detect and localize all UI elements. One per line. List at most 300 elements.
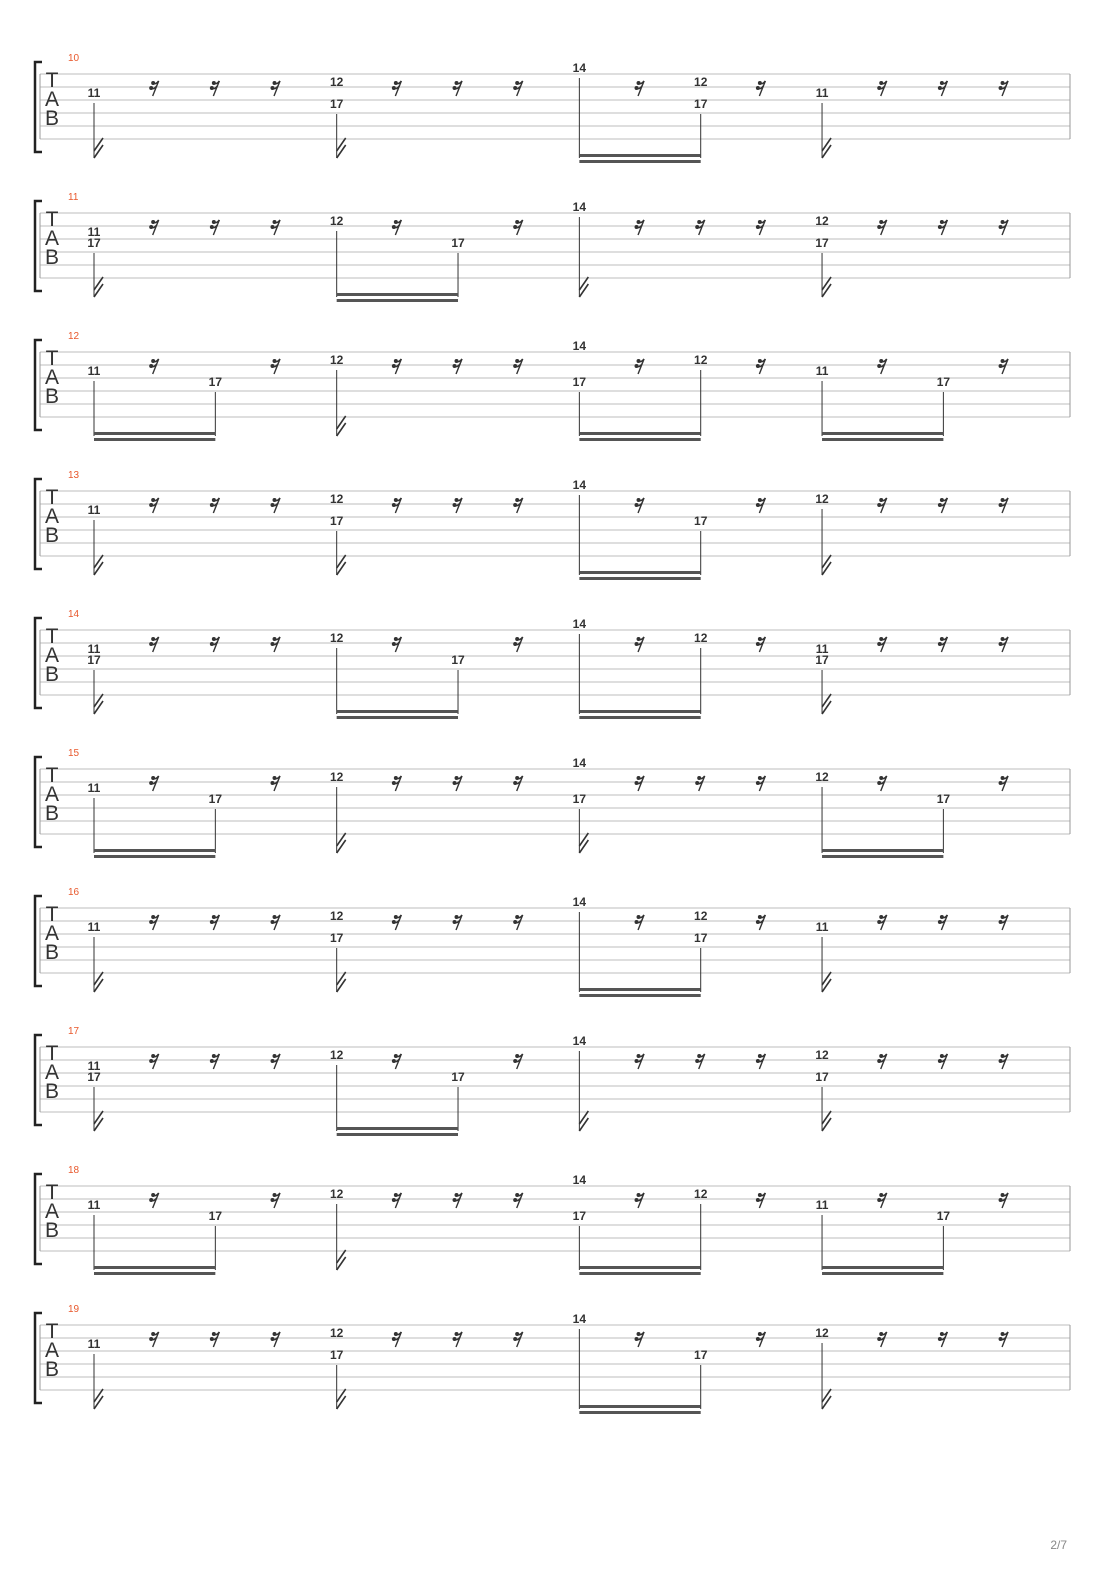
fret-number: 17 xyxy=(572,375,587,389)
beam-line xyxy=(579,1266,700,1269)
rest-dot xyxy=(695,781,699,785)
fret-number: 12 xyxy=(330,353,344,367)
sixteenth-rest-2 xyxy=(210,1054,220,1069)
rest-dot xyxy=(756,364,760,368)
sixteenth-rest-1 xyxy=(149,776,159,791)
rest-dot xyxy=(273,1332,277,1336)
tab-note xyxy=(330,75,346,158)
tab-note xyxy=(87,642,103,714)
rest-dot xyxy=(151,81,155,85)
tab-note xyxy=(330,770,346,853)
sixteenth-rest-7 xyxy=(513,498,523,513)
rest-dot xyxy=(273,637,277,641)
note-flag xyxy=(94,555,103,568)
note-flag xyxy=(822,1389,831,1402)
note-flag xyxy=(822,701,831,714)
rest-dot xyxy=(392,781,396,785)
fret-number: 17 xyxy=(330,97,344,111)
rest-dot xyxy=(938,920,942,924)
note-flag xyxy=(822,1111,831,1124)
fret-number: 17 xyxy=(694,514,708,528)
sixteenth-rest-9 xyxy=(635,915,645,930)
rest-dot xyxy=(756,920,760,924)
rest-dot xyxy=(271,86,275,90)
rest-dot xyxy=(938,1059,942,1063)
rest-dot xyxy=(273,1054,277,1058)
fret-number: 17 xyxy=(572,792,587,806)
tab-clef-letter: T xyxy=(45,764,59,787)
fret-number: 11 xyxy=(87,225,101,239)
measure-number: 11 xyxy=(68,192,79,203)
rest-dot xyxy=(271,920,275,924)
rest-dot xyxy=(394,1193,398,1197)
sixteenth-rest-6 xyxy=(453,1332,463,1347)
rest-dot xyxy=(999,86,1003,90)
sixteenth-rest-1 xyxy=(149,915,159,930)
rest-dot xyxy=(758,498,762,502)
rest-dot xyxy=(455,1193,459,1197)
tab-note xyxy=(330,492,346,575)
tab-note xyxy=(573,617,587,714)
tab-clef-letter: A xyxy=(44,1200,60,1223)
rest-dot xyxy=(149,225,153,229)
note-flag xyxy=(579,833,588,846)
rest-dot xyxy=(940,498,944,502)
fret-number: 17 xyxy=(87,236,101,250)
rest-dot xyxy=(999,1337,1003,1341)
note-flag xyxy=(94,562,103,575)
rest-dot xyxy=(513,1337,517,1341)
fret-number: 12 xyxy=(815,492,829,506)
rest-dot xyxy=(513,920,517,924)
fret-number: 14 xyxy=(572,895,587,909)
sixteenth-rest-15 xyxy=(999,637,1009,652)
rest-dot xyxy=(695,1059,699,1063)
rest-dot xyxy=(394,81,398,85)
beam-line xyxy=(579,438,700,441)
rest-dot xyxy=(513,503,517,507)
rest-dot xyxy=(149,364,153,368)
measure-number: 19 xyxy=(68,1304,80,1315)
rest-dot xyxy=(149,1059,153,1063)
rest-dot xyxy=(455,915,459,919)
rest-dot xyxy=(392,503,396,507)
rest-dot xyxy=(513,1198,517,1202)
fret-number: 11 xyxy=(815,642,829,656)
rest-dot xyxy=(1001,637,1005,641)
tab-note xyxy=(694,1187,708,1270)
beam-line xyxy=(822,1272,943,1275)
tab-note xyxy=(937,792,951,853)
rest-dot xyxy=(455,359,459,363)
sixteenth-rest-7 xyxy=(513,915,523,930)
note-flag xyxy=(337,145,346,158)
sixteenth-rest-15 xyxy=(999,81,1009,96)
tab-clef-letter: A xyxy=(44,505,60,528)
tab-note xyxy=(573,200,589,297)
fret-number: 12 xyxy=(330,1326,344,1340)
rest-dot xyxy=(877,225,881,229)
rest-dot xyxy=(637,498,641,502)
note-flag xyxy=(822,972,831,985)
tab-note xyxy=(88,1337,103,1409)
rest-dot xyxy=(515,915,519,919)
rest-dot xyxy=(940,1332,944,1336)
beam-line xyxy=(579,710,700,713)
beam-line xyxy=(337,716,458,719)
fret-number: 12 xyxy=(815,1326,829,1340)
rest-dot xyxy=(877,920,881,924)
fret-number: 17 xyxy=(936,792,951,806)
rest-dot xyxy=(940,915,944,919)
note-flag xyxy=(822,1118,831,1131)
tab-clef-letter: A xyxy=(44,227,60,250)
rest-dot xyxy=(999,364,1003,368)
rest-dot xyxy=(999,225,1003,229)
rest-dot xyxy=(210,1337,214,1341)
sixteenth-rest-7 xyxy=(513,220,523,235)
tab-clef-letter: T xyxy=(45,1320,59,1343)
rest-dot xyxy=(637,81,641,85)
rest-dot xyxy=(635,364,639,368)
rest-dot xyxy=(635,225,639,229)
sixteenth-rest-3 xyxy=(271,1054,281,1069)
note-flag xyxy=(94,1389,103,1402)
beam-line xyxy=(94,849,215,852)
rest-dot xyxy=(392,1198,396,1202)
rest-dot xyxy=(637,637,641,641)
rest-dot xyxy=(879,1332,883,1336)
tab-clef-letter: T xyxy=(45,69,59,92)
rest-dot xyxy=(453,1337,457,1341)
sixteenth-rest-10 xyxy=(695,776,705,791)
rest-dot xyxy=(212,498,216,502)
rest-dot xyxy=(513,1059,517,1063)
rest-dot xyxy=(151,359,155,363)
fret-number: 12 xyxy=(330,909,344,923)
rest-dot xyxy=(212,915,216,919)
beam-line xyxy=(337,710,458,713)
rest-dot xyxy=(151,220,155,224)
fret-number: 11 xyxy=(815,1198,829,1212)
rest-dot xyxy=(637,776,641,780)
tab-note xyxy=(330,353,346,436)
rest-dot xyxy=(273,220,277,224)
rest-dot xyxy=(1001,776,1005,780)
rest-dot xyxy=(455,1332,459,1336)
rest-dot xyxy=(455,776,459,780)
rest-dot xyxy=(756,781,760,785)
rest-dot xyxy=(149,920,153,924)
tab-note xyxy=(694,353,708,436)
note-flag xyxy=(337,138,346,151)
note-flag xyxy=(94,145,103,158)
rest-dot xyxy=(394,637,398,641)
rest-dot xyxy=(273,776,277,780)
tab-note xyxy=(573,339,587,436)
tab-note xyxy=(88,781,101,853)
rest-dot xyxy=(877,503,881,507)
sixteenth-rest-11 xyxy=(756,1193,766,1208)
note-flag xyxy=(337,1257,346,1270)
note-flag xyxy=(337,555,346,568)
fret-number: 12 xyxy=(330,631,344,645)
beam-line xyxy=(337,1133,458,1136)
sixteenth-rest-11 xyxy=(756,1332,766,1347)
sixteenth-rest-10 xyxy=(695,220,705,235)
rest-dot xyxy=(212,1054,216,1058)
sixteenth-rest-1 xyxy=(149,637,159,652)
rest-dot xyxy=(637,220,641,224)
sixteenth-rest-15 xyxy=(999,1193,1009,1208)
tab-clef-letter: A xyxy=(44,783,60,806)
sixteenth-rest-2 xyxy=(210,81,220,96)
rest-dot xyxy=(1001,1193,1005,1197)
tab-clef-letter: A xyxy=(44,922,60,945)
rest-dot xyxy=(1001,1332,1005,1336)
sixteenth-rest-3 xyxy=(271,220,281,235)
tab-clef-letter: B xyxy=(44,107,60,130)
sixteenth-rest-14 xyxy=(938,220,948,235)
rest-dot xyxy=(149,86,153,90)
sixteenth-rest-10 xyxy=(695,1054,705,1069)
note-flag xyxy=(94,701,103,714)
sixteenth-rest-9 xyxy=(635,776,645,791)
note-flag xyxy=(94,138,103,151)
sixteenth-rest-13 xyxy=(877,637,887,652)
fret-number: 17 xyxy=(208,375,223,389)
note-flag xyxy=(822,284,831,297)
rest-dot xyxy=(513,225,517,229)
tab-note xyxy=(694,75,708,158)
beam-line xyxy=(579,716,700,719)
rest-dot xyxy=(273,915,277,919)
rest-dot xyxy=(394,359,398,363)
rest-dot xyxy=(879,359,883,363)
sixteenth-rest-3 xyxy=(271,1332,281,1347)
rest-dot xyxy=(513,781,517,785)
sixteenth-rest-13 xyxy=(877,1332,887,1347)
sixteenth-rest-6 xyxy=(453,498,463,513)
note-flag xyxy=(94,284,103,297)
fret-number: 17 xyxy=(330,1348,344,1362)
sixteenth-rest-9 xyxy=(635,498,645,513)
fret-number: 17 xyxy=(451,653,465,667)
tab-note xyxy=(816,86,831,158)
rest-dot xyxy=(394,498,398,502)
rest-dot xyxy=(940,220,944,224)
note-flag xyxy=(337,562,346,575)
tab-note xyxy=(330,909,346,992)
tab-note xyxy=(937,1209,951,1270)
rest-dot xyxy=(938,86,942,90)
rest-dot xyxy=(879,220,883,224)
rest-dot xyxy=(1001,915,1005,919)
rest-dot xyxy=(392,642,396,646)
tab-system xyxy=(35,331,1070,441)
note-flag xyxy=(337,1389,346,1402)
tab-note xyxy=(573,756,589,853)
fret-number: 11 xyxy=(87,642,101,656)
sixteenth-rest-5 xyxy=(392,498,402,513)
rest-dot xyxy=(271,642,275,646)
page-number: 2/7 xyxy=(1050,1538,1067,1552)
fret-number: 11 xyxy=(87,503,101,517)
rest-dot xyxy=(695,225,699,229)
sixteenth-rest-2 xyxy=(210,220,220,235)
tab-note xyxy=(816,364,829,436)
fret-number: 17 xyxy=(87,1070,101,1084)
beam-line xyxy=(337,299,458,302)
rest-dot xyxy=(515,81,519,85)
rest-dot xyxy=(999,1198,1003,1202)
sixteenth-rest-14 xyxy=(938,81,948,96)
sixteenth-rest-15 xyxy=(999,915,1009,930)
fret-number: 17 xyxy=(694,1348,708,1362)
rest-dot xyxy=(273,1193,277,1197)
sixteenth-rest-13 xyxy=(877,220,887,235)
beam-line xyxy=(579,994,700,997)
sixteenth-rest-15 xyxy=(999,498,1009,513)
fret-number: 12 xyxy=(815,214,829,228)
note-flag xyxy=(822,694,831,707)
fret-number: 17 xyxy=(936,375,951,389)
rest-dot xyxy=(394,915,398,919)
rest-dot xyxy=(1001,498,1005,502)
rest-dot xyxy=(453,364,457,368)
fret-number: 12 xyxy=(330,770,344,784)
rest-dot xyxy=(149,781,153,785)
rest-dot xyxy=(149,1337,153,1341)
note-flag xyxy=(822,562,831,575)
rest-dot xyxy=(455,81,459,85)
rest-dot xyxy=(453,503,457,507)
fret-number: 14 xyxy=(572,478,587,492)
rest-dot xyxy=(697,776,701,780)
rest-dot xyxy=(212,220,216,224)
sixteenth-rest-14 xyxy=(938,498,948,513)
tab-clef-letter: A xyxy=(44,1339,60,1362)
fret-number: 17 xyxy=(330,931,344,945)
sixteenth-rest-5 xyxy=(392,637,402,652)
note-flag xyxy=(337,416,346,429)
sixteenth-rest-5 xyxy=(392,220,402,235)
tab-note xyxy=(330,1048,344,1131)
rest-dot xyxy=(210,1059,214,1063)
measure-number: 18 xyxy=(68,1165,80,1176)
rest-dot xyxy=(879,1054,883,1058)
note-flag xyxy=(822,145,831,158)
fret-number: 12 xyxy=(330,214,344,228)
tab-note xyxy=(573,1034,589,1131)
fret-number: 11 xyxy=(87,364,101,378)
fret-number: 11 xyxy=(87,1198,101,1212)
sixteenth-rest-2 xyxy=(210,915,220,930)
tab-note xyxy=(815,1326,831,1409)
sixteenth-rest-5 xyxy=(392,359,402,374)
sixteenth-rest-7 xyxy=(513,359,523,374)
tab-note xyxy=(451,653,465,714)
rest-dot xyxy=(756,1059,760,1063)
note-flag xyxy=(337,979,346,992)
rest-dot xyxy=(999,781,1003,785)
tab-note xyxy=(694,514,708,575)
tab-note xyxy=(573,1312,587,1409)
rest-dot xyxy=(1001,359,1005,363)
tab-note xyxy=(451,1070,465,1131)
beam-line xyxy=(337,1127,458,1130)
tab-system xyxy=(35,1165,1070,1275)
fret-number: 11 xyxy=(87,86,101,100)
rest-dot xyxy=(999,1059,1003,1063)
note-flag xyxy=(94,1111,103,1124)
rest-dot xyxy=(635,920,639,924)
tab-clef-letter: B xyxy=(44,802,60,825)
sixteenth-rest-3 xyxy=(271,776,281,791)
fret-number: 11 xyxy=(815,86,829,100)
rest-dot xyxy=(453,781,457,785)
rest-dot xyxy=(877,364,881,368)
fret-number: 12 xyxy=(330,492,344,506)
rest-dot xyxy=(515,1054,519,1058)
sixteenth-rest-9 xyxy=(635,1332,645,1347)
sixteenth-rest-7 xyxy=(513,81,523,96)
rest-dot xyxy=(273,81,277,85)
tab-note xyxy=(694,1348,708,1409)
fret-number: 11 xyxy=(87,1337,101,1351)
rest-dot xyxy=(271,781,275,785)
rest-dot xyxy=(151,498,155,502)
fret-number: 11 xyxy=(87,1059,101,1073)
rest-dot xyxy=(515,637,519,641)
sixteenth-rest-13 xyxy=(877,498,887,513)
rest-dot xyxy=(635,781,639,785)
fret-number: 17 xyxy=(694,97,708,111)
rest-dot xyxy=(271,364,275,368)
rest-dot xyxy=(999,642,1003,646)
tab-clef-letter: T xyxy=(45,903,59,926)
beam-line xyxy=(822,432,943,435)
rest-dot xyxy=(453,1198,457,1202)
rest-dot xyxy=(758,1054,762,1058)
rest-dot xyxy=(271,503,275,507)
rest-dot xyxy=(210,225,214,229)
rest-dot xyxy=(271,1337,275,1341)
tab-clef-letter: A xyxy=(44,644,60,667)
sixteenth-rest-3 xyxy=(271,81,281,96)
tab-system xyxy=(35,609,1070,719)
rest-dot xyxy=(938,642,942,646)
fret-number: 11 xyxy=(87,781,101,795)
measure-number: 13 xyxy=(68,470,80,481)
rest-dot xyxy=(758,637,762,641)
tab-note xyxy=(815,770,829,853)
sixteenth-rest-11 xyxy=(756,776,766,791)
beam-line xyxy=(579,1411,700,1414)
rest-dot xyxy=(758,1332,762,1336)
tab-clef-letter: B xyxy=(44,1080,60,1103)
note-flag xyxy=(94,979,103,992)
tab-note xyxy=(88,1198,101,1270)
tab-note xyxy=(815,492,831,575)
fret-number: 14 xyxy=(572,1173,587,1187)
fret-number: 12 xyxy=(330,1048,344,1062)
note-flag xyxy=(94,694,103,707)
fret-number: 12 xyxy=(330,1187,344,1201)
tab-clef-letter: T xyxy=(45,1181,59,1204)
rest-dot xyxy=(756,225,760,229)
sixteenth-rest-11 xyxy=(756,220,766,235)
